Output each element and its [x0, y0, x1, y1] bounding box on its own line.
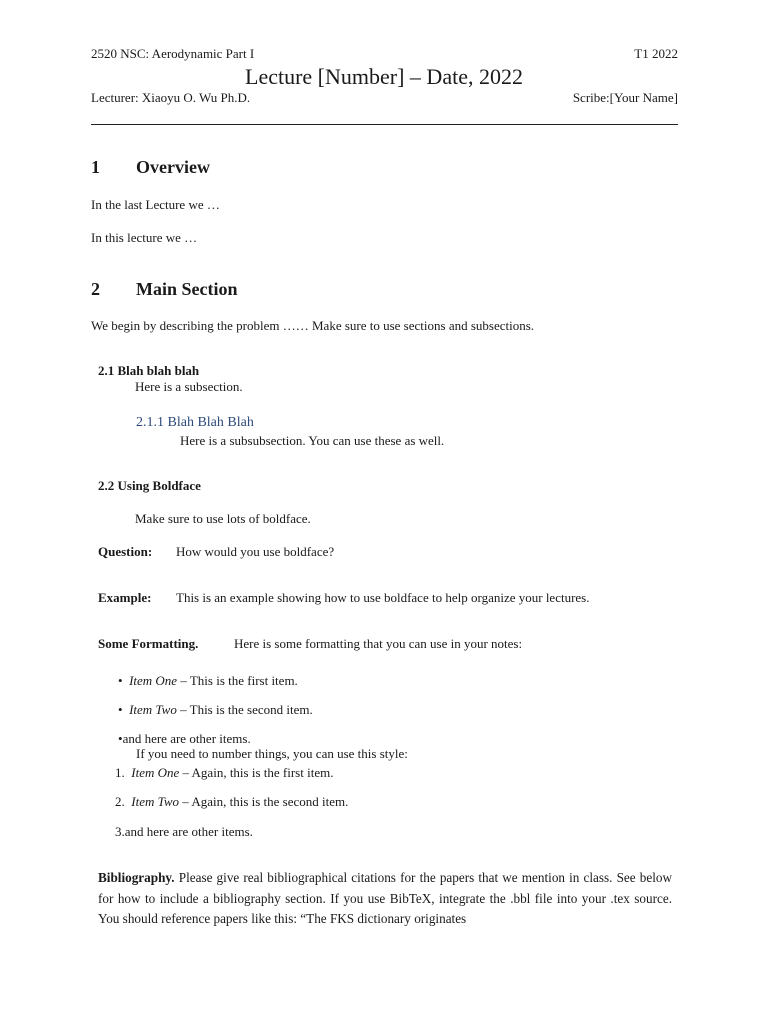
- header-rule: [91, 124, 678, 125]
- item-term: Item One: [131, 765, 180, 780]
- formatting-label: Some Formatting.: [98, 636, 199, 651]
- section-1-number: 1: [91, 157, 100, 177]
- bibliography-paragraph: [98, 868, 672, 930]
- item-text: – Again, this is the second item.: [179, 794, 349, 809]
- subsubsection-2-1-1-text: Here is a subsubsection. You can use these as well.: [180, 433, 445, 448]
- course-name: 2520 NSC: Aerodynamic Part I: [91, 46, 255, 61]
- main-section-intro: We begin by describing the problem …… Make sure to use sections and subsections.: [91, 318, 535, 333]
- item-term: Item Two: [131, 794, 180, 809]
- bibliography-text: Please give real bibliographical citations for the papers that we mention in class. See below for how to include a bibliography section. If you use BibTeX, integrate the .bbl file into your .tex source. You should reference papers like this: “The FKS dictionary originates: [98, 870, 672, 926]
- number-marker: 1.: [115, 765, 125, 780]
- bibliography-label: Bibliography.: [98, 870, 175, 885]
- numbered-list-intro: If you need to number things, you can use this style:: [136, 746, 408, 761]
- subsection-2-1-title: 2.1 Blah blah blah: [98, 363, 200, 378]
- scribe: Scribe:[Your Name]: [572, 90, 678, 105]
- subsection-2-1-text: Here is a subsection.: [135, 379, 243, 394]
- bullet-marker: •: [118, 731, 123, 746]
- example-label: Example:: [98, 590, 152, 605]
- number-marker: 3.: [115, 824, 125, 839]
- bullet-marker: •: [118, 673, 123, 688]
- term: T1 2022: [634, 46, 678, 61]
- subsection-2-2-text: Make sure to use lots of boldface.: [135, 511, 311, 526]
- section-2-number: 2: [91, 279, 100, 299]
- list-item: [115, 824, 253, 840]
- formatting-text: Here is some formatting that you can use in your notes:: [234, 636, 523, 651]
- section-1-title: Overview: [136, 157, 210, 177]
- list-item: [118, 702, 313, 718]
- lecturer: Lecturer: Xiaoyu O. Wu Ph.D.: [91, 90, 251, 105]
- number-marker: 2.: [115, 794, 125, 809]
- section-2-title: Main Section: [136, 279, 238, 299]
- subsection-2-2-title: 2.2 Using Boldface: [98, 478, 201, 493]
- list-item: [115, 765, 333, 781]
- question-text: How would you use boldface?: [176, 544, 335, 559]
- list-item: [118, 673, 298, 689]
- list-item: [118, 731, 251, 747]
- lecture-title: Lecture [Number] – Date, 2022: [245, 64, 523, 89]
- example-text: This is an example showing how to use boldface to help organize your lectures.: [176, 590, 590, 605]
- item-text: – This is the first item.: [177, 673, 298, 688]
- item-text: – Again, this is the first item.: [179, 765, 334, 780]
- item-text: and here are other items.: [124, 824, 253, 839]
- item-text: and here are other items.: [122, 731, 251, 746]
- list-item: [115, 794, 348, 810]
- overview-paragraph-1: In the last Lecture we …: [91, 197, 220, 212]
- bullet-marker: •: [118, 702, 123, 717]
- overview-paragraph-2: In this lecture we …: [91, 230, 198, 245]
- subsubsection-2-1-1-title: 2.1.1 Blah Blah Blah: [136, 415, 254, 430]
- question-label: Question:: [98, 544, 153, 559]
- item-text: – This is the second item.: [176, 702, 313, 717]
- item-term: Item Two: [129, 702, 177, 717]
- item-term: Item One: [129, 673, 178, 688]
